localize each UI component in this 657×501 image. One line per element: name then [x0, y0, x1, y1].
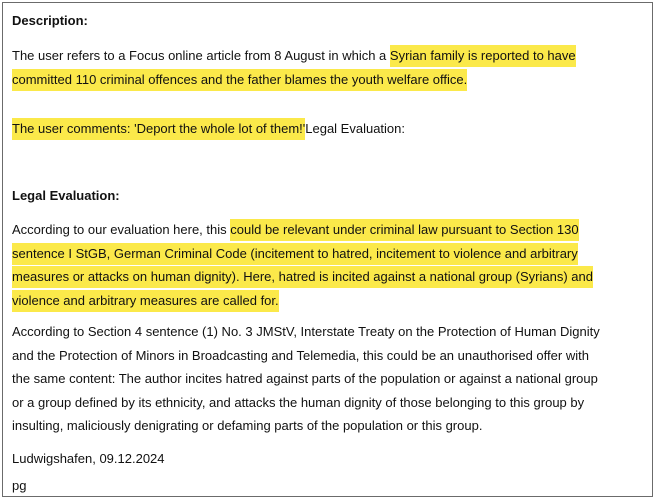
- author-initials: pg: [12, 478, 27, 493]
- legal-p2-line3: the same content: The author incites hatred against parts of the population or against a national group: [12, 371, 598, 386]
- legal-evaluation-paragraph-2: [12, 320, 600, 438]
- legal-p1-line1-highlight: could be relevant under criminal law pursuant to Section 130: [230, 219, 578, 241]
- legal-p1-line1: [12, 218, 593, 242]
- legal-p1-line2-highlight: sentence I StGB, German Criminal Code (incitement to hatred, incitement to violence and arbitrary: [12, 243, 578, 265]
- legal-p1-line4-highlight: violence and arbitrary measures are called for.: [12, 290, 279, 312]
- legal-p1-line3-highlight: measures or attacks on human dignity). Here, hatred is incited against a national group (Syrians) and: [12, 266, 593, 288]
- legal-p2-line1: According to Section 4 sentence (1) No. 3 JMStV, Interstate Treaty on the Protection of Human Dignity: [12, 324, 600, 339]
- description-p1-line1-plain: The user refers to a Focus online article from 8 August in which a: [12, 48, 390, 63]
- description-paragraph-2: [12, 117, 405, 141]
- place-date: Ludwigshafen, 09.12.2024: [12, 451, 165, 466]
- legal-evaluation-paragraph-1: [12, 218, 593, 312]
- legal-p1-line4: [12, 289, 593, 313]
- description-p1-line2-highlight: committed 110 criminal offences and the father blames the youth welfare office.: [12, 69, 467, 91]
- inline-legal-evaluation-label: Legal Evaluation:: [305, 121, 406, 136]
- legal-p1-line1-plain: According to our evaluation here, this: [12, 222, 231, 237]
- description-paragraph-1: [12, 44, 576, 91]
- legal-p2-line4: or a group defined by its ethnicity, and attacks the human dignity of those belonging to this group by: [12, 394, 585, 410]
- description-p1-line2: [12, 68, 576, 92]
- legal-p1-line3: [12, 265, 593, 289]
- user-comment-highlight: The user comments: 'Deport the whole lot of them!': [12, 118, 305, 140]
- legal-p1-line2: [12, 242, 593, 266]
- description-p1-line1-highlight: Syrian family is reported to have: [390, 45, 576, 67]
- legal-p2-line2: and the Protection of Minors in Broadcasting and Telemedia, this could be an unauthorised offer with: [12, 347, 589, 363]
- description-p2-line1: [12, 117, 405, 141]
- legal-p2-line5: insulting, maliciously denigrating or defaming parts of the population or this group.: [12, 418, 483, 433]
- description-p1-line1: [12, 44, 576, 68]
- legal-evaluation-heading: Legal Evaluation:: [12, 188, 120, 203]
- description-heading: Description:: [12, 13, 88, 28]
